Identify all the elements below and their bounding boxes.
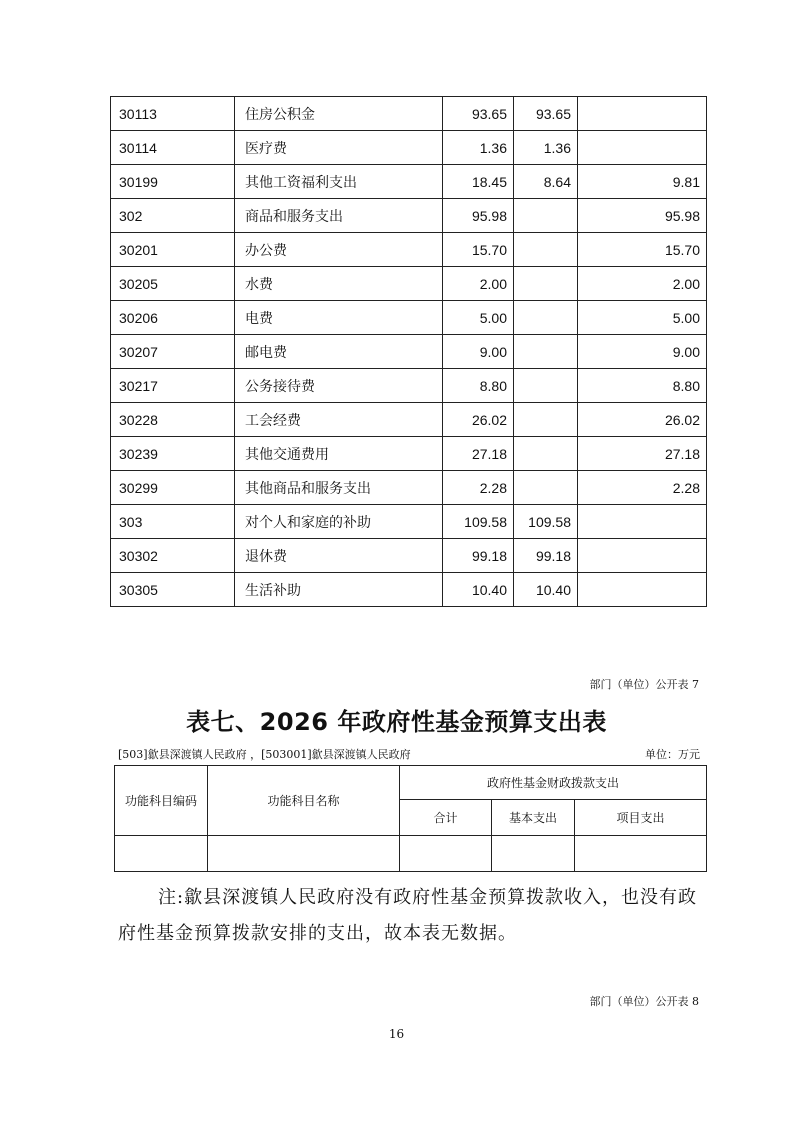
- fund-budget-table: [114, 765, 707, 872]
- row-name: 邮电费: [235, 335, 443, 369]
- row-total: 2.00: [443, 267, 514, 301]
- row-name: 其他工资福利支出: [235, 165, 443, 199]
- footer-table-8: 部门（单位）公开表 8: [589, 995, 699, 1008]
- row-basic: [514, 199, 578, 233]
- row-name: 住房公积金: [235, 97, 443, 131]
- footer-table-7: 部门（单位）公开表 7: [589, 678, 699, 691]
- empty-cell: [208, 836, 400, 872]
- table-row: [111, 199, 707, 233]
- row-total: 15.70: [443, 233, 514, 267]
- row-code: 30217: [111, 369, 235, 403]
- table-row: [111, 471, 707, 505]
- row-basic: [514, 301, 578, 335]
- row-name: 生活补助: [235, 573, 443, 607]
- row-basic: 10.40: [514, 573, 578, 607]
- row-project: 2.00: [578, 267, 707, 301]
- row-project: 27.18: [578, 437, 707, 471]
- note-text: 注:歙县深渡镇人民政府没有政府性基金预算拨款收入，也没有政府性基金预算拨款安排的支出，故本表无数据。: [118, 887, 698, 944]
- row-basic: 99.18: [514, 539, 578, 573]
- row-code: 30205: [111, 267, 235, 301]
- table-row: [111, 301, 707, 335]
- row-project: 15.70: [578, 233, 707, 267]
- row-name: 医疗费: [235, 131, 443, 165]
- table-row: [111, 369, 707, 403]
- row-project: 9.00: [578, 335, 707, 369]
- budget-table-body: [111, 97, 707, 607]
- row-total: 18.45: [443, 165, 514, 199]
- table-row: [111, 97, 707, 131]
- row-basic: [514, 267, 578, 301]
- page-title: 表七、2026 年政府性基金预算支出表: [186, 708, 607, 736]
- row-name: 商品和服务支出: [235, 199, 443, 233]
- row-code: 302: [111, 199, 235, 233]
- header-total: 合计: [400, 800, 492, 836]
- table-row: [111, 165, 707, 199]
- table-row: [111, 233, 707, 267]
- row-code: 30207: [111, 335, 235, 369]
- row-total: 2.28: [443, 471, 514, 505]
- row-code: 303: [111, 505, 235, 539]
- row-project: [578, 131, 707, 165]
- row-basic: [514, 335, 578, 369]
- row-basic: 93.65: [514, 97, 578, 131]
- row-project: [578, 505, 707, 539]
- empty-cell: [575, 836, 707, 872]
- unit-label: 单位：万元: [645, 748, 700, 761]
- row-project: 5.00: [578, 301, 707, 335]
- row-total: 95.98: [443, 199, 514, 233]
- row-total: 27.18: [443, 437, 514, 471]
- row-project: [578, 97, 707, 131]
- row-project: 26.02: [578, 403, 707, 437]
- row-code: 30201: [111, 233, 235, 267]
- row-project: 95.98: [578, 199, 707, 233]
- empty-cell: [115, 836, 208, 872]
- header-function-code: 功能科目编码: [115, 766, 208, 836]
- header-function-name: 功能科目名称: [208, 766, 400, 836]
- row-total: 26.02: [443, 403, 514, 437]
- unit-department: [503]歙县深渡镇人民政府 ，[503001]歙县深渡镇人民政府: [118, 748, 411, 761]
- row-code: 30114: [111, 131, 235, 165]
- row-name: 办公费: [235, 233, 443, 267]
- table-row: [111, 131, 707, 165]
- row-code: 30299: [111, 471, 235, 505]
- row-basic: 109.58: [514, 505, 578, 539]
- table-row: [111, 573, 707, 607]
- row-basic: 8.64: [514, 165, 578, 199]
- row-code: 30228: [111, 403, 235, 437]
- budget-expenditure-table: [110, 96, 707, 607]
- row-basic: [514, 403, 578, 437]
- row-project: 9.81: [578, 165, 707, 199]
- row-name: 工会经费: [235, 403, 443, 437]
- table-row: [111, 505, 707, 539]
- header-project: 项目支出: [575, 800, 707, 836]
- row-code: 30206: [111, 301, 235, 335]
- empty-cell: [400, 836, 492, 872]
- header-fund-expenditure: 政府性基金财政拨款支出: [400, 766, 707, 800]
- row-total: 10.40: [443, 573, 514, 607]
- row-total: 1.36: [443, 131, 514, 165]
- row-project: 8.80: [578, 369, 707, 403]
- empty-row: [115, 836, 707, 872]
- row-name: 公务接待费: [235, 369, 443, 403]
- row-basic: 1.36: [514, 131, 578, 165]
- row-name: 其他交通费用: [235, 437, 443, 471]
- note-paragraph: [118, 880, 708, 952]
- row-basic: [514, 471, 578, 505]
- row-name: 电费: [235, 301, 443, 335]
- row-code: 30199: [111, 165, 235, 199]
- row-code: 30302: [111, 539, 235, 573]
- row-basic: [514, 233, 578, 267]
- row-total: 99.18: [443, 539, 514, 573]
- row-basic: [514, 369, 578, 403]
- row-name: 对个人和家庭的补助: [235, 505, 443, 539]
- row-name: 水费: [235, 267, 443, 301]
- page-number: 16: [388, 1027, 405, 1041]
- row-project: 2.28: [578, 471, 707, 505]
- row-total: 93.65: [443, 97, 514, 131]
- header-basic: 基本支出: [492, 800, 575, 836]
- table-row: [111, 335, 707, 369]
- table-row: [111, 437, 707, 471]
- table-row: [111, 403, 707, 437]
- row-total: 109.58: [443, 505, 514, 539]
- row-total: 9.00: [443, 335, 514, 369]
- row-name: 退休费: [235, 539, 443, 573]
- row-project: [578, 573, 707, 607]
- row-name: 其他商品和服务支出: [235, 471, 443, 505]
- row-basic: [514, 437, 578, 471]
- row-total: 5.00: [443, 301, 514, 335]
- row-project: [578, 539, 707, 573]
- row-code: 30239: [111, 437, 235, 471]
- table-row: [111, 267, 707, 301]
- row-code: 30113: [111, 97, 235, 131]
- row-total: 8.80: [443, 369, 514, 403]
- row-code: 30305: [111, 573, 235, 607]
- empty-cell: [492, 836, 575, 872]
- table-row: [111, 539, 707, 573]
